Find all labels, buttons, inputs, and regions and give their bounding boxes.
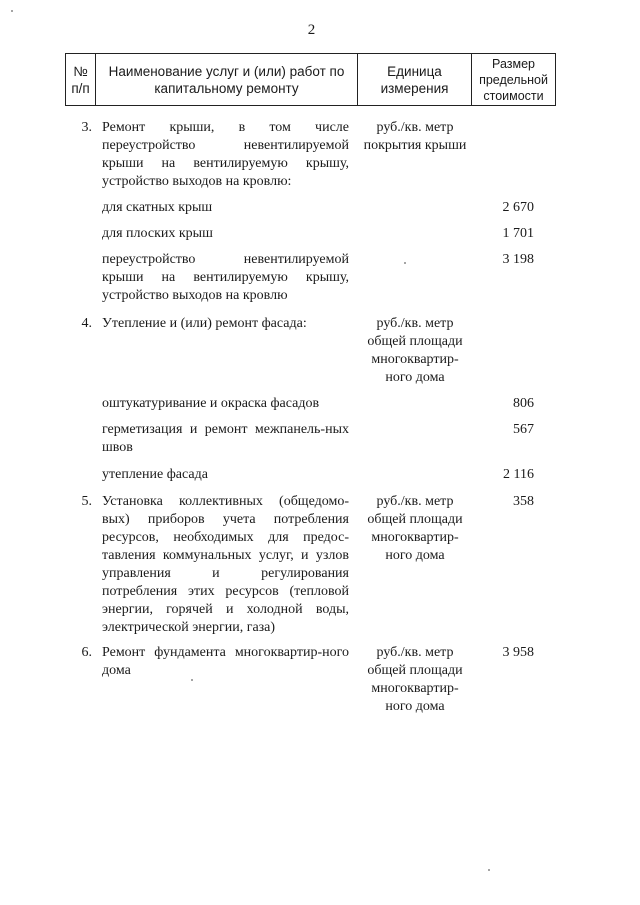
- row-4b-text: герметизация и ремонт межпанель-ных швов: [102, 422, 349, 455]
- row-4c-text: утепление фасада: [102, 467, 208, 482]
- row-5-value: 358: [513, 494, 534, 509]
- row-5-number: 5.: [81, 494, 92, 509]
- header-name: [95, 53, 358, 106]
- page-number: 2: [307, 22, 316, 38]
- scan-speck: [11, 10, 13, 12]
- row-4-unit: руб./кв. метр общей площади многоквартир-ного дома: [367, 316, 463, 385]
- header-cost: [471, 53, 556, 106]
- row-4a-text: оштукатуривание и окраска фасадов: [102, 396, 320, 411]
- row-6-number: 6.: [81, 645, 92, 660]
- row-3b-value: 1 701: [502, 226, 534, 241]
- row-4a-value: 806: [513, 396, 534, 411]
- row-3-number: 3.: [81, 120, 92, 135]
- row-4b-value: 567: [513, 422, 534, 437]
- header-cost-label: Размер предельной стоимости: [479, 56, 548, 103]
- header-unit-label: Единица измерения: [380, 63, 449, 96]
- row-4-number: 4.: [81, 316, 92, 331]
- row-3a-text: для скатных крыш: [102, 200, 213, 215]
- row-4-text: Утепление и (или) ремонт фасада:: [102, 316, 307, 331]
- row-6-value: 3 958: [502, 645, 534, 660]
- header-unit: [357, 53, 472, 106]
- scan-speck: [404, 262, 406, 264]
- scan-speck: [488, 869, 490, 871]
- scan-speck: [191, 679, 193, 681]
- row-5-text: Установка коллективных (общедомо-вых) приборов учета потребления ресурсов, необходимых для предос-тавления коммунальных услуг, и узлов управления и регулирования потребления этих ресурсов (тепловой энергии, горячей и холодной воды, электрической энергии, газа): [102, 494, 349, 635]
- row-4c-value: 2 116: [503, 467, 534, 482]
- row-6-unit: руб./кв. метр общей площади многоквартир-ного дома: [367, 645, 463, 714]
- row-6-text: Ремонт фундамента многоквартир-ного дома: [102, 645, 349, 678]
- row-3-unit: руб./кв. метр покрытия крыши: [363, 120, 467, 153]
- row-3b-text: для плоских крыш: [102, 226, 213, 241]
- row-5-unit: руб./кв. метр общей площади многоквартир-ного дома: [367, 494, 463, 563]
- row-3c-value: 3 198: [502, 252, 534, 267]
- header-name-label: Наименование услуг и (или) работ по капитальному ремонту: [108, 63, 345, 96]
- row-3-text: Ремонт крыши, в том числе переустройство невентилируемой крыши на вентилируемую крышу, устройство выходов на кровлю:: [102, 120, 349, 189]
- row-3a-value: 2 670: [502, 200, 534, 215]
- header-number: [65, 53, 96, 106]
- header-number-label: № п/п: [71, 63, 90, 96]
- row-3c-text: переустройство невентилируемой крыши на вентилируемую крышу, устройство выходов на кровлю: [102, 252, 349, 303]
